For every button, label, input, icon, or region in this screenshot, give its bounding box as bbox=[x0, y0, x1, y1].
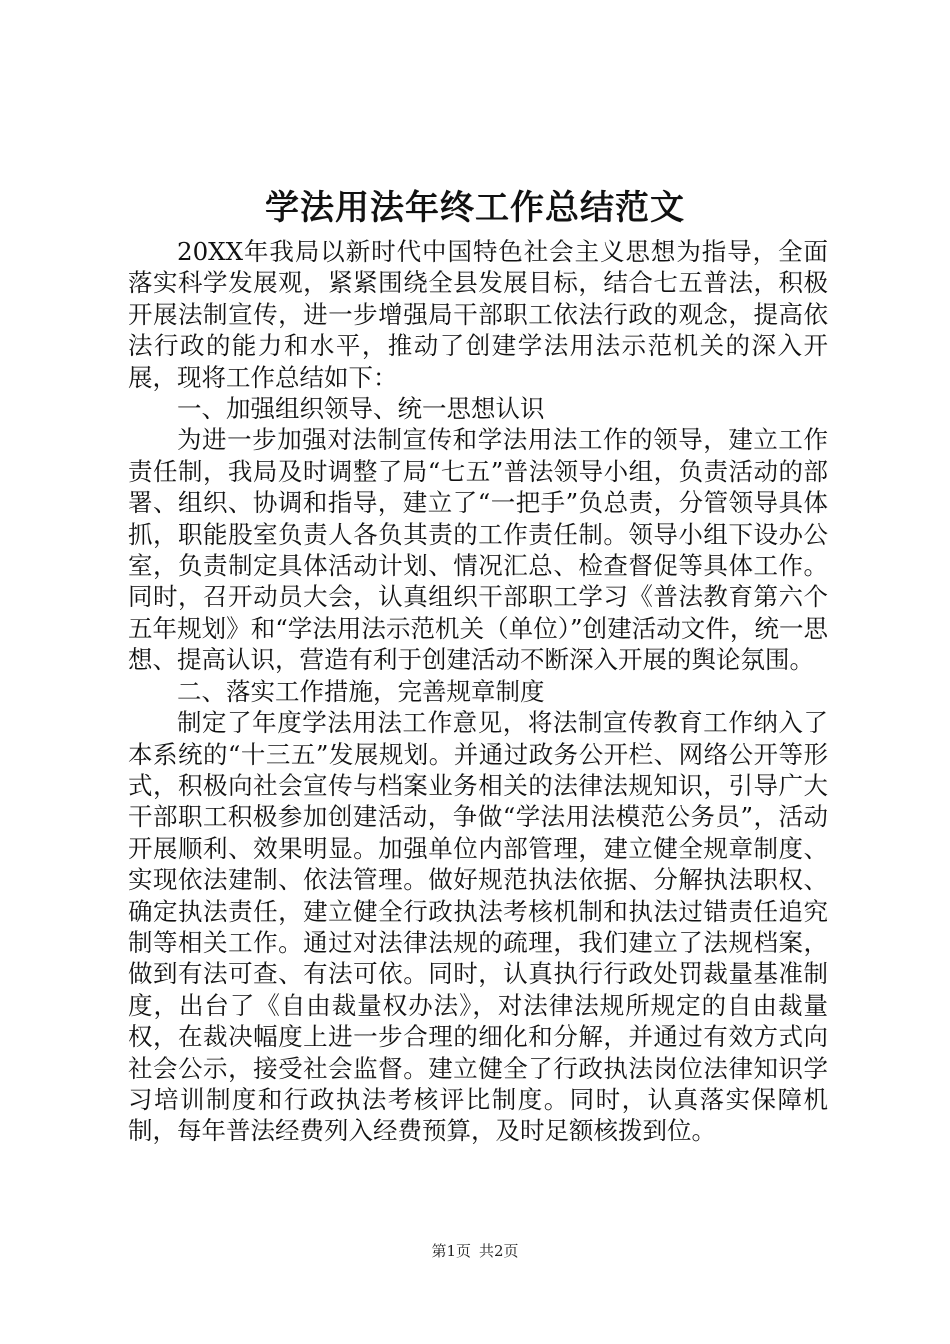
document-title: 学法用法年终工作总结范文 bbox=[265, 188, 685, 228]
page-total: 共2页 bbox=[479, 1242, 519, 1260]
paragraph-section-1: 为进一步加强对法制宣传和学法用法工作的领导，建立工作责任制，我局及时调整了局“七五”普法领导小组，负责活动的部署、组织、协调和指导，建立了“一把手”负总责，分管领导具体抓，职能股室负责人各负其责的工作责任制。领导小组下设办公室，负责制定具体活动计划、情况汇总、检查督促等具体工作。同时，召开动员大会，认真组织干部职工学习《普法教育第六个五年规划》和“学法用法示范机关（单位）”创建活动文件，统一思想、提高认识，营造有利于创建活动不断深入开展的舆论氛围。 bbox=[128, 425, 828, 675]
paragraph-section-2: 制定了年度学法用法工作意见，将法制宣传教育工作纳入了本系统的“十三五”发展规划。并通过政务公开栏、网络公开等形式，积极向社会宣传与档案业务相关的法律法规知识，引导广大干部职工积极参加创建活动，争做“学法用法模范公务员”，活动开展顺利、效果明显。加强单位内部管理，建立健全规章制度、实现依法建制、依法管理。做好规范执法依据、分解执法职权、确定执法责任，建立健全行政执法考核机制和执法过错责任追究制等相关工作。通过对法律法规的疏理，我们建立了法规档案，做到有法可查、有法可依。同时，认真执行行政处罚裁量基准制度，出台了《自由裁量权办法》，对法律法规所规定的自由裁量权，在裁决幅度上进一步合理的细化和分解，并通过有效方式向社会公示，接受社会监督。建立健全了行政执法岗位法律知识学习培训制度和行政执法考核评比制度。同时，认真落实保障机制，每年普法经费列入经费预算，及时足额核拨到位。 bbox=[128, 708, 828, 1146]
page-number: 第1页 bbox=[431, 1242, 471, 1260]
page-footer bbox=[0, 1241, 950, 1261]
section-heading-1: 一、加强组织领导、统一思想认识 bbox=[177, 394, 545, 424]
paragraph-intro: 20XX年我局以新时代中国特色社会主义思想为指导，全面落实科学发展观，紧紧围绕全县发展目标，结合七五普法，积极开展法制宣传，进一步增强局干部职工依法行政的观念，提高依法行政的能力和水平，推动了创建学法用法示范机关的深入开展，现将工作总结如下： bbox=[128, 237, 828, 392]
document-body bbox=[128, 236, 828, 1147]
section-heading-2: 二、落实工作措施，完善规章制度 bbox=[177, 676, 545, 706]
